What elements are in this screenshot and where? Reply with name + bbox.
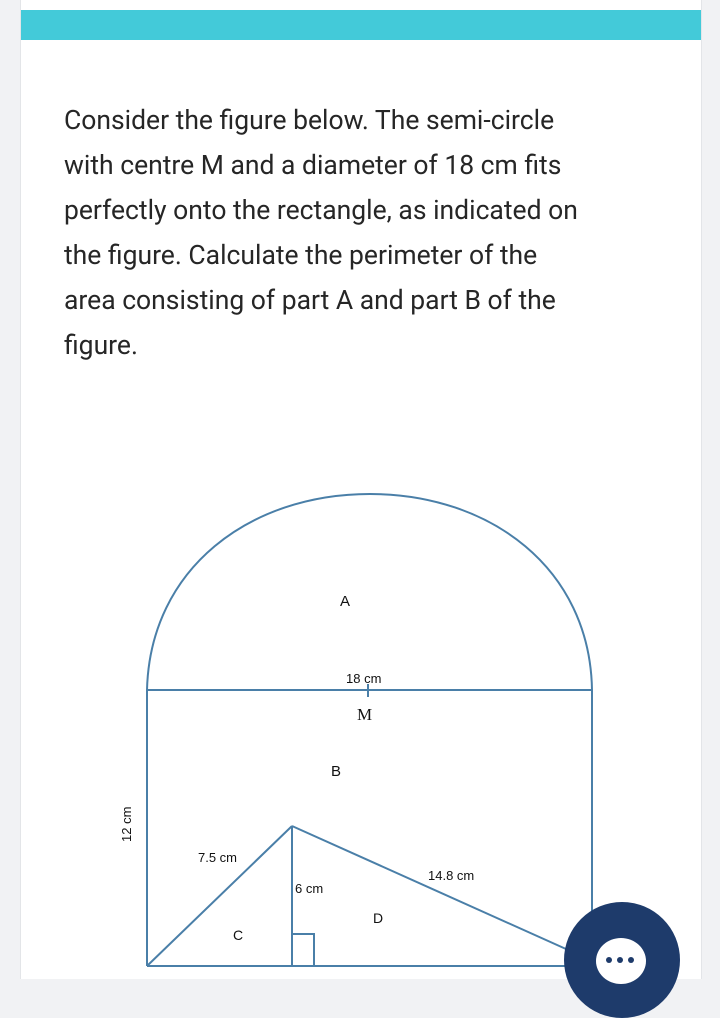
question-line: with centre M and a diameter of 18 cm fits — [64, 150, 562, 181]
label-centre-m: M — [357, 705, 373, 724]
question-line: perfectly onto the rectangle, as indicated on — [64, 195, 578, 226]
label-left-slant: 7.5 cm — [198, 850, 238, 865]
ellipsis-icon — [606, 957, 636, 965]
label-diameter: 18 cm — [346, 671, 382, 686]
chat-button[interactable] — [564, 902, 680, 1018]
triangle-right-slant — [292, 826, 566, 949]
label-part-c: C — [233, 927, 244, 943]
right-angle-marker — [292, 934, 314, 966]
triangle-left-slant — [147, 826, 292, 966]
question-line: area consisting of part A and part B of the — [64, 285, 556, 316]
label-right-slant: 14.8 cm — [428, 868, 475, 883]
chat-bubble-icon — [596, 938, 646, 984]
label-altitude: 6 cm — [295, 881, 324, 896]
semicircle-arc — [147, 494, 592, 690]
label-part-b: B — [331, 763, 342, 780]
label-part-a: A — [340, 593, 351, 610]
label-part-d: D — [373, 910, 384, 926]
question-line: figure. — [64, 330, 138, 361]
label-height: 12 cm — [119, 806, 134, 842]
question-line: the figure. Calculate the perimeter of the — [64, 240, 538, 271]
question-line: Consider the figure below. The semi-circle — [64, 105, 555, 136]
